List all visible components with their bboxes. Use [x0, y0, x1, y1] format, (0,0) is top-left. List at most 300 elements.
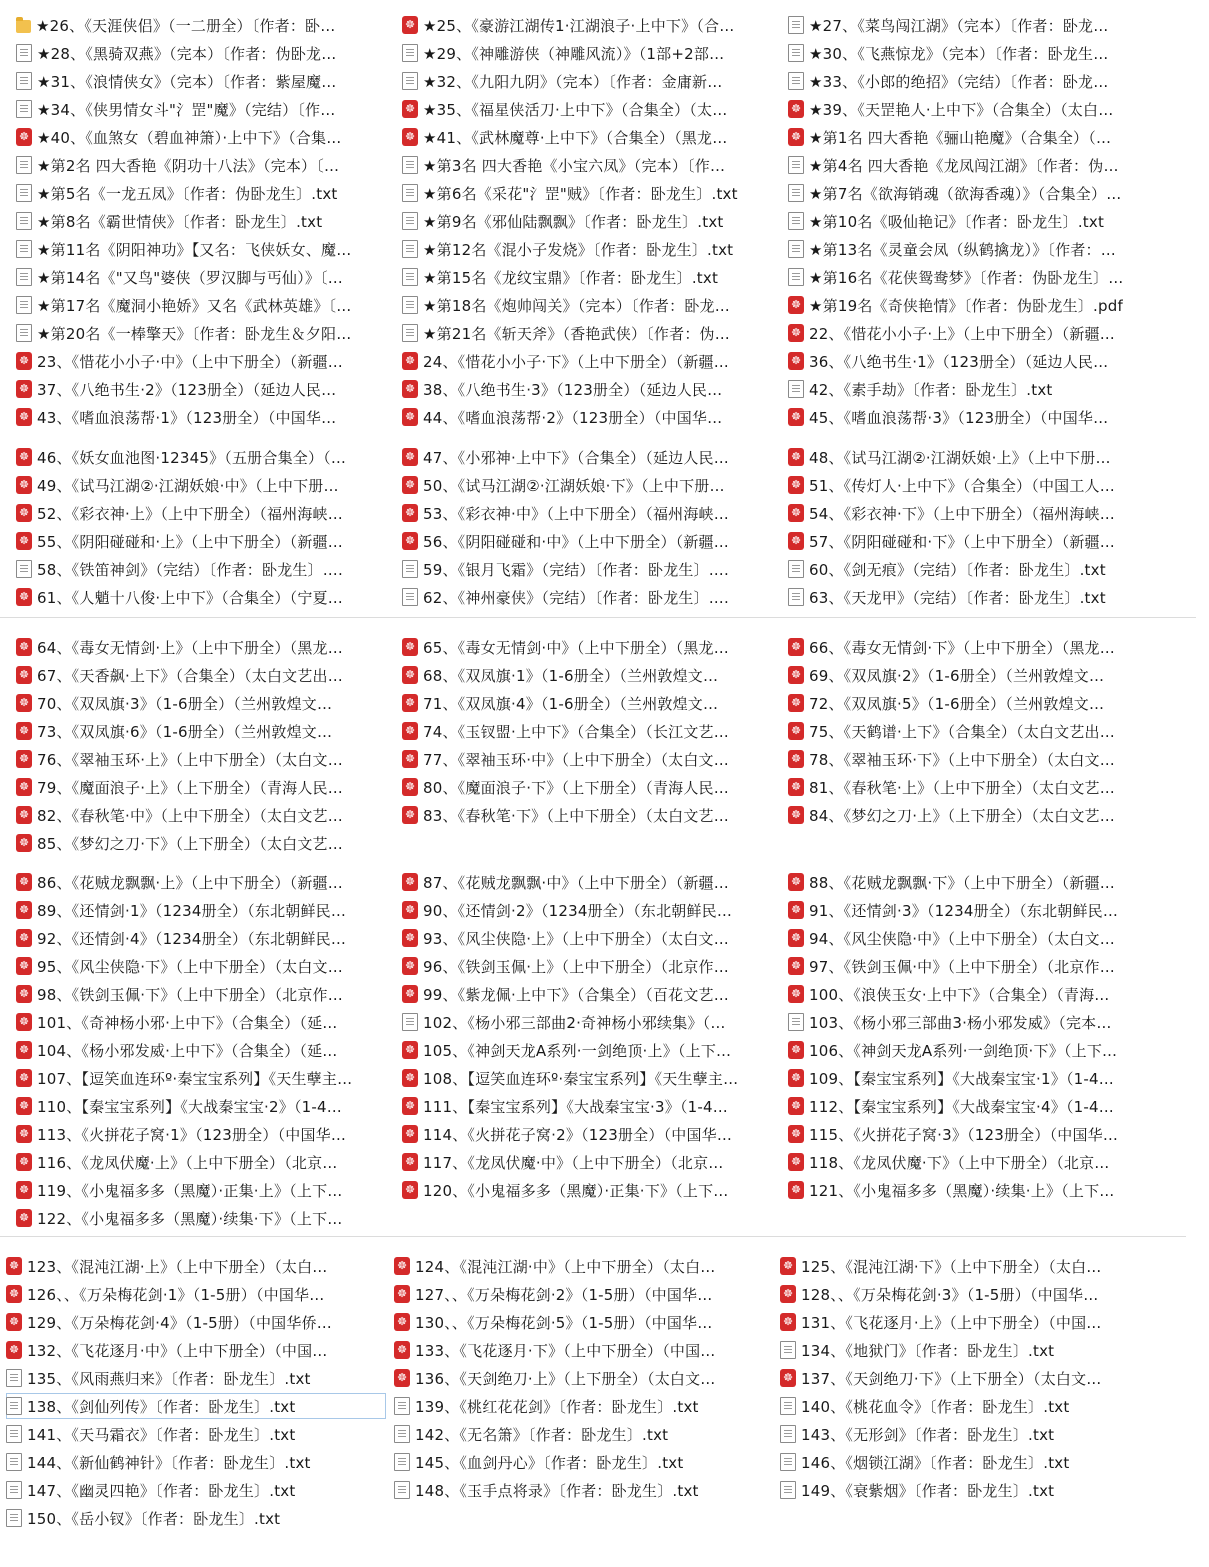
file-item[interactable]	[402, 925, 762, 951]
file-item[interactable]	[788, 180, 1148, 206]
file-item[interactable]	[16, 12, 376, 38]
file-item[interactable]	[402, 348, 762, 374]
file-item[interactable]	[16, 830, 376, 856]
pdf-file-icon	[6, 1285, 22, 1303]
file-item[interactable]	[402, 472, 762, 498]
file-name: 48、《试马江湖②·江湖妖娘·上》（上中下册…	[809, 448, 1111, 467]
file-item[interactable]	[780, 1281, 1160, 1307]
file-item[interactable]	[788, 292, 1148, 318]
pdf-file-icon	[788, 504, 804, 522]
file-item[interactable]	[16, 180, 376, 206]
file-item[interactable]	[788, 528, 1148, 554]
file-item[interactable]	[788, 1093, 1148, 1119]
file-name: 55、《阴阳碰碰和·上》（上中下册全）（新疆…	[37, 532, 343, 551]
file-item[interactable]	[788, 690, 1148, 716]
pdf-file-icon	[402, 476, 418, 494]
file-item[interactable]	[6, 1337, 386, 1363]
pdf-file-icon	[788, 957, 804, 975]
file-item[interactable]	[394, 1253, 774, 1279]
file-name: 148、《玉手点将录》〔作者：卧龙生〕.txt	[415, 1481, 699, 1500]
text-file-icon	[788, 44, 804, 62]
file-item[interactable]	[788, 981, 1148, 1007]
pdf-file-icon	[394, 1257, 410, 1275]
pdf-file-icon	[16, 448, 32, 466]
file-item[interactable]	[788, 152, 1148, 178]
pdf-file-icon	[788, 806, 804, 824]
file-name: 90、《还情剑·2》（1234册全）（东北朝鲜民…	[423, 901, 733, 920]
text-file-icon	[780, 1453, 796, 1471]
pdf-file-icon	[780, 1369, 796, 1387]
file-name: 106、《神剑天龙A系列·一剑绝顶·下》（上下…	[809, 1041, 1118, 1060]
file-item[interactable]	[788, 869, 1148, 895]
file-name: ★第21名《斩天斧》（香艳武侠）〔作者：伪…	[423, 324, 730, 343]
file-item[interactable]	[788, 953, 1148, 979]
file-item[interactable]	[788, 746, 1148, 772]
file-name: ★31、《浪情侠女》（完本）〔作者：紫屋魔…	[37, 72, 337, 91]
file-item[interactable]	[16, 528, 376, 554]
file-item[interactable]	[788, 236, 1148, 262]
pdf-file-icon	[16, 1097, 32, 1115]
file-item[interactable]	[16, 925, 376, 951]
file-item[interactable]	[780, 1421, 1160, 1447]
file-item[interactable]	[788, 1009, 1148, 1035]
file-item[interactable]	[16, 208, 376, 234]
file-item[interactable]	[788, 718, 1148, 744]
text-file-icon	[788, 240, 804, 258]
file-item[interactable]	[402, 584, 762, 610]
pdf-file-icon	[788, 448, 804, 466]
file-item[interactable]	[788, 1121, 1148, 1147]
text-file-icon	[788, 1013, 804, 1031]
file-item[interactable]	[402, 528, 762, 554]
text-file-icon	[402, 296, 418, 314]
file-item[interactable]	[394, 1477, 774, 1503]
file-item[interactable]	[16, 152, 376, 178]
file-item[interactable]	[402, 981, 762, 1007]
pdf-file-icon	[16, 873, 32, 891]
file-name: 42、《素手劫》〔作者：卧龙生〕.txt	[809, 380, 1053, 399]
file-item[interactable]	[402, 746, 762, 772]
file-name: 72、《双凤旗·5》（1-6册全）（兰州敦煌文…	[809, 694, 1105, 713]
file-item[interactable]	[16, 634, 376, 660]
file-item[interactable]	[394, 1337, 774, 1363]
file-item[interactable]	[402, 320, 762, 346]
file-name: 112、【秦宝宝系列】《大战秦宝宝·4》（1-4…	[809, 1097, 1114, 1116]
file-item[interactable]	[402, 634, 762, 660]
file-item[interactable]	[788, 320, 1148, 346]
file-item[interactable]	[402, 774, 762, 800]
file-name: 89、《还情剑·1》（1234册全）（东北朝鲜民…	[37, 901, 347, 920]
file-item[interactable]	[16, 40, 376, 66]
pdf-file-icon	[16, 985, 32, 1003]
pdf-file-icon	[788, 1125, 804, 1143]
file-item[interactable]	[6, 1421, 386, 1447]
file-item[interactable]	[16, 348, 376, 374]
file-item[interactable]	[16, 1177, 376, 1203]
pdf-file-icon	[16, 694, 32, 712]
file-item[interactable]	[16, 404, 376, 430]
file-name: 47、《小邪神·上中下》（合集全）（延边人民…	[423, 448, 729, 467]
pdf-file-icon	[780, 1313, 796, 1331]
file-item[interactable]	[788, 472, 1148, 498]
file-item[interactable]	[788, 40, 1148, 66]
file-item[interactable]	[16, 1065, 376, 1091]
pdf-file-icon	[788, 929, 804, 947]
file-item[interactable]	[402, 152, 762, 178]
file-name: 23、《惜花小小子·中》（上中下册全）（新疆…	[37, 352, 343, 371]
file-item[interactable]	[788, 634, 1148, 660]
file-item[interactable]	[16, 1037, 376, 1063]
file-item[interactable]	[16, 981, 376, 1007]
text-file-icon	[780, 1341, 796, 1359]
file-name: ★第2名 四大香艳《阴功十八法》（完本）〔…	[37, 156, 340, 175]
file-item[interactable]	[402, 236, 762, 262]
pdf-file-icon	[788, 873, 804, 891]
pdf-file-icon	[16, 722, 32, 740]
file-item[interactable]	[780, 1309, 1160, 1335]
file-name: 77、《翠袖玉环·中》（上中下册全）（太白文…	[423, 750, 729, 769]
file-item[interactable]	[16, 556, 376, 582]
pdf-file-icon	[402, 1041, 418, 1059]
file-name: 61、《人魈十八俊·上中下》（合集全）（宁夏…	[37, 588, 343, 607]
pdf-file-icon	[16, 1181, 32, 1199]
text-file-icon	[16, 184, 32, 202]
file-item[interactable]	[780, 1449, 1160, 1475]
file-name: 146、《烟锁江湖》〔作者：卧龙生〕.txt	[801, 1453, 1070, 1472]
file-name: 109、【秦宝宝系列】《大战秦宝宝·1》（1-4…	[809, 1069, 1114, 1088]
file-item[interactable]	[16, 96, 376, 122]
pdf-file-icon	[394, 1285, 410, 1303]
file-name: 105、《神剑天龙A系列·一剑绝顶·上》（上下…	[423, 1041, 732, 1060]
file-name: 67、《天香飙·上下》（合集全）（太白文艺出…	[37, 666, 343, 685]
file-item[interactable]	[6, 1253, 386, 1279]
text-file-icon	[16, 296, 32, 314]
pdf-file-icon	[402, 1181, 418, 1199]
file-item[interactable]	[788, 444, 1148, 470]
pdf-file-icon	[16, 352, 32, 370]
pdf-file-icon	[788, 901, 804, 919]
file-item[interactable]	[6, 1505, 386, 1531]
file-item[interactable]	[16, 802, 376, 828]
file-item[interactable]	[788, 376, 1148, 402]
file-item[interactable]	[780, 1393, 1160, 1419]
text-file-icon	[16, 560, 32, 578]
file-name: 143、《无形剑》〔作者：卧龙生〕.txt	[801, 1425, 1055, 1444]
file-item[interactable]	[780, 1337, 1160, 1363]
text-file-icon	[402, 156, 418, 174]
file-name: 104、《杨小邪发威·上中下》（合集全）（延…	[37, 1041, 338, 1060]
pdf-file-icon	[6, 1313, 22, 1331]
pdf-file-icon	[16, 901, 32, 919]
file-item[interactable]	[780, 1365, 1160, 1391]
pdf-file-icon	[16, 1041, 32, 1059]
file-item[interactable]	[16, 953, 376, 979]
file-item[interactable]	[6, 1477, 386, 1503]
pdf-file-icon	[788, 532, 804, 550]
file-item[interactable]	[394, 1365, 774, 1391]
file-name: 138、《剑仙列传》〔作者：卧龙生〕.txt	[27, 1397, 296, 1416]
pdf-file-icon	[788, 1181, 804, 1199]
file-item[interactable]	[402, 444, 762, 470]
file-item[interactable]	[402, 802, 762, 828]
file-item[interactable]	[780, 1477, 1160, 1503]
pdf-file-icon	[402, 873, 418, 891]
file-name: 83、《春秋笔·下》（上中下册全）（太白文艺…	[423, 806, 729, 825]
file-item[interactable]	[788, 1149, 1148, 1175]
file-item[interactable]	[16, 1121, 376, 1147]
file-item[interactable]	[788, 96, 1148, 122]
file-item[interactable]	[788, 925, 1148, 951]
pdf-file-icon	[788, 324, 804, 342]
file-name: ★第7名《欲海销魂（欲海香魂）》（合集全）…	[809, 184, 1122, 203]
file-item[interactable]	[16, 472, 376, 498]
file-item[interactable]	[6, 1449, 386, 1475]
file-name: 81、《春秋笔·上》（上中下册全）（太白文艺…	[809, 778, 1115, 797]
file-item[interactable]	[6, 1281, 386, 1307]
file-name: 70、《双凤旗·3》（1-6册全）（兰州敦煌文…	[37, 694, 333, 713]
file-name: 120、《小鬼福多多（黑魔）·正集·下》（上下…	[423, 1181, 729, 1200]
file-item[interactable]	[788, 897, 1148, 923]
file-item[interactable]	[402, 690, 762, 716]
file-item[interactable]	[788, 1065, 1148, 1091]
text-file-icon	[16, 268, 32, 286]
text-file-icon	[788, 156, 804, 174]
pdf-file-icon	[788, 694, 804, 712]
file-item[interactable]	[788, 584, 1148, 610]
file-name: 115、《火拼花子窝·3》（123册全）（中国华…	[809, 1125, 1119, 1144]
file-item[interactable]	[788, 556, 1148, 582]
file-item[interactable]	[6, 1365, 386, 1391]
file-item[interactable]	[402, 124, 762, 150]
file-item[interactable]	[788, 802, 1148, 828]
file-item[interactable]	[780, 1253, 1160, 1279]
text-file-icon	[788, 16, 804, 34]
file-name: 88、《花贼龙飘飘·下》（上中下册全）（新疆…	[809, 873, 1115, 892]
file-item[interactable]	[16, 320, 376, 346]
file-name: ★第18名《炮帅闯关》（完本）〔作者：卧龙…	[423, 296, 730, 315]
file-item[interactable]	[402, 96, 762, 122]
file-name: 121、《小鬼福多多（黑魔）·续集·上》（上下…	[809, 1181, 1115, 1200]
file-name: 84、《梦幻之刀·上》（上下册全）（太白文艺…	[809, 806, 1115, 825]
file-name: 140、《桃花血令》〔作者：卧龙生〕.txt	[801, 1397, 1070, 1416]
file-item[interactable]	[788, 1037, 1148, 1063]
file-item[interactable]	[402, 1149, 762, 1175]
file-item[interactable]	[16, 897, 376, 923]
file-item[interactable]	[402, 897, 762, 923]
file-item[interactable]	[16, 774, 376, 800]
file-item[interactable]	[788, 662, 1148, 688]
file-name: 116、《龙凤伏魔·上》（上中下册全）（北京…	[37, 1153, 338, 1172]
file-name: 130、、《万朵梅花剑·5》（1-5册）（中国华…	[415, 1313, 713, 1332]
file-item[interactable]	[394, 1393, 774, 1419]
file-item[interactable]	[16, 236, 376, 262]
file-item[interactable]	[402, 556, 762, 582]
file-item[interactable]	[402, 1037, 762, 1063]
text-file-icon	[402, 268, 418, 286]
text-file-icon	[402, 240, 418, 258]
file-item[interactable]	[402, 1121, 762, 1147]
file-item[interactable]	[788, 348, 1148, 374]
pdf-file-icon	[16, 957, 32, 975]
file-item[interactable]	[16, 444, 376, 470]
pdf-file-icon	[402, 408, 418, 426]
pdf-file-icon	[16, 778, 32, 796]
file-name: 118、《龙凤伏魔·下》（上中下册全）（北京…	[809, 1153, 1110, 1172]
file-item[interactable]	[16, 718, 376, 744]
file-name: 150、《岳小钗》〔作者：卧龙生〕.txt	[27, 1509, 281, 1528]
file-name: 126、、《万朵梅花剑·1》（1-5册）（中国华…	[27, 1285, 325, 1304]
pdf-file-icon	[402, 352, 418, 370]
file-item[interactable]	[788, 1177, 1148, 1203]
pdf-file-icon	[394, 1369, 410, 1387]
text-file-icon	[402, 212, 418, 230]
pdf-file-icon	[16, 929, 32, 947]
file-name: 44、《嗜血浪荡帮·2》（123册全）（中国华…	[423, 408, 723, 427]
file-item[interactable]	[6, 1309, 386, 1335]
file-item[interactable]	[16, 584, 376, 610]
file-item[interactable]	[402, 40, 762, 66]
text-file-icon	[16, 240, 32, 258]
file-item[interactable]	[402, 869, 762, 895]
file-item[interactable]	[394, 1309, 774, 1335]
file-item[interactable]	[788, 404, 1148, 430]
text-file-icon	[402, 1013, 418, 1031]
text-file-icon	[394, 1453, 410, 1471]
file-item[interactable]	[16, 1093, 376, 1119]
file-item[interactable]	[402, 12, 762, 38]
file-name: 124、《混沌江湖·中》（上中下册全）（太白…	[415, 1257, 716, 1276]
pdf-file-icon	[16, 476, 32, 494]
file-item[interactable]	[788, 12, 1148, 38]
pdf-file-icon	[394, 1341, 410, 1359]
file-name: 51、《传灯人·上中下》（合集全）（中国工人…	[809, 476, 1115, 495]
file-item[interactable]	[16, 1009, 376, 1035]
file-item[interactable]	[16, 662, 376, 688]
file-item[interactable]	[402, 376, 762, 402]
text-file-icon	[6, 1453, 22, 1471]
text-file-icon	[788, 588, 804, 606]
file-item[interactable]	[6, 1393, 386, 1419]
file-item[interactable]	[16, 1149, 376, 1175]
pdf-file-icon	[788, 296, 804, 314]
file-name: 96、《铁剑玉佩·上》（上中下册全）（北京作…	[423, 957, 729, 976]
file-name: 103、《杨小邪三部曲3·杨小邪发威》（完本…	[809, 1013, 1112, 1032]
file-name: 123、《混沌江湖·上》（上中下册全）（太白…	[27, 1257, 328, 1276]
file-name: 119、《小鬼福多多（黑魔）·正集·上》（上下…	[37, 1181, 343, 1200]
pdf-file-icon	[402, 16, 418, 34]
pdf-file-icon	[16, 408, 32, 426]
pdf-file-icon	[402, 957, 418, 975]
file-item[interactable]	[402, 292, 762, 318]
text-file-icon	[788, 184, 804, 202]
pdf-file-icon	[16, 380, 32, 398]
file-name: 131、《飞花逐月·上》（上中下册全）（中国…	[801, 1313, 1102, 1332]
file-item[interactable]	[16, 869, 376, 895]
file-item[interactable]	[16, 68, 376, 94]
file-item[interactable]	[16, 124, 376, 150]
file-name: 62、《神州豪侠》（完结）〔作者：卧龙生〕….	[423, 588, 729, 607]
file-name: 139、《桃红花花剑》〔作者：卧龙生〕.txt	[415, 1397, 699, 1416]
text-file-icon	[6, 1481, 22, 1499]
file-name: 43、《嗜血浪荡帮·1》（123册全）（中国华…	[37, 408, 337, 427]
pdf-file-icon	[402, 929, 418, 947]
file-name: 145、《血剑丹心》〔作者：卧龙生〕.txt	[415, 1453, 684, 1472]
file-name: ★第1名 四大香艳《骊山艳魔》（合集全）（…	[809, 128, 1112, 147]
file-item[interactable]	[402, 68, 762, 94]
pdf-file-icon	[402, 901, 418, 919]
file-item[interactable]	[402, 1009, 762, 1035]
file-name: 82、《春秋笔·中》（上中下册全）（太白文艺…	[37, 806, 343, 825]
file-item[interactable]	[402, 1093, 762, 1119]
file-item[interactable]	[402, 180, 762, 206]
text-file-icon	[394, 1397, 410, 1415]
file-item[interactable]	[402, 264, 762, 290]
file-item[interactable]	[394, 1281, 774, 1307]
file-item[interactable]	[402, 500, 762, 526]
text-file-icon	[16, 72, 32, 90]
pdf-file-icon	[16, 128, 32, 146]
file-name: ★第20名《一棒擎天》〔作者：卧龙生＆夕阳…	[37, 324, 352, 343]
pdf-file-icon	[788, 750, 804, 768]
file-name: ★第9名《邪仙陆飘飘》〔作者：卧龙生〕.txt	[423, 212, 724, 231]
file-name: ★27、《菜鸟闯江湖》（完本）〔作者：卧龙…	[809, 16, 1109, 35]
file-item[interactable]	[16, 500, 376, 526]
file-item[interactable]	[402, 404, 762, 430]
file-name: ★第8名《霸世情侠》〔作者：卧龙生〕.txt	[37, 212, 323, 231]
file-name: 46、《妖女血池图·12345》（五册合集全）（…	[37, 448, 347, 467]
file-item[interactable]	[788, 208, 1148, 234]
file-item[interactable]	[402, 1177, 762, 1203]
file-name: 101、《奇神杨小邪·上中下》（合集全）（延…	[37, 1013, 338, 1032]
file-name: 132、《飞花逐月·中》（上中下册全）（中国…	[27, 1341, 328, 1360]
file-item[interactable]	[16, 292, 376, 318]
file-item[interactable]	[402, 718, 762, 744]
file-name: 63、《天龙甲》（完结）〔作者：卧龙生〕.txt	[809, 588, 1106, 607]
file-item[interactable]	[402, 953, 762, 979]
file-item[interactable]	[788, 264, 1148, 290]
file-item[interactable]	[394, 1449, 774, 1475]
pdf-file-icon	[788, 1097, 804, 1115]
file-item[interactable]	[16, 746, 376, 772]
file-item[interactable]	[788, 68, 1148, 94]
pdf-file-icon	[16, 750, 32, 768]
file-name: 36、《八绝书生·1》（123册全）（延边人民…	[809, 352, 1109, 371]
file-name: 142、《无名箫》〔作者：卧龙生〕.txt	[415, 1425, 669, 1444]
file-item[interactable]	[402, 1065, 762, 1091]
file-name: 98、《铁剑玉佩·下》（上中下册全）（北京作…	[37, 985, 343, 1004]
file-name: ★30、《飞燕惊龙》（完本）〔作者：卧龙生…	[809, 44, 1109, 63]
file-item[interactable]	[16, 376, 376, 402]
file-item[interactable]	[788, 774, 1148, 800]
file-item[interactable]	[788, 500, 1148, 526]
file-item[interactable]	[788, 124, 1148, 150]
pdf-file-icon	[402, 750, 418, 768]
file-item[interactable]	[402, 208, 762, 234]
file-name: 97、《铁剑玉佩·中》（上中下册全）（北京作…	[809, 957, 1115, 976]
pdf-file-icon	[16, 1013, 32, 1031]
pdf-file-icon	[402, 128, 418, 146]
file-name: 122、《小鬼福多多（黑魔）·续集·下》（上下…	[37, 1209, 343, 1228]
text-file-icon	[6, 1397, 22, 1415]
file-name: 57、《阴阳碰碰和·下》（上中下册全）（新疆…	[809, 532, 1115, 551]
file-item[interactable]	[402, 662, 762, 688]
file-item[interactable]	[16, 690, 376, 716]
file-name: 58、《铁笛神剑》（完结）〔作者：卧龙生〕….	[37, 560, 343, 579]
file-item[interactable]	[394, 1421, 774, 1447]
text-file-icon	[788, 560, 804, 578]
file-item[interactable]	[16, 264, 376, 290]
file-item[interactable]	[16, 1205, 376, 1231]
